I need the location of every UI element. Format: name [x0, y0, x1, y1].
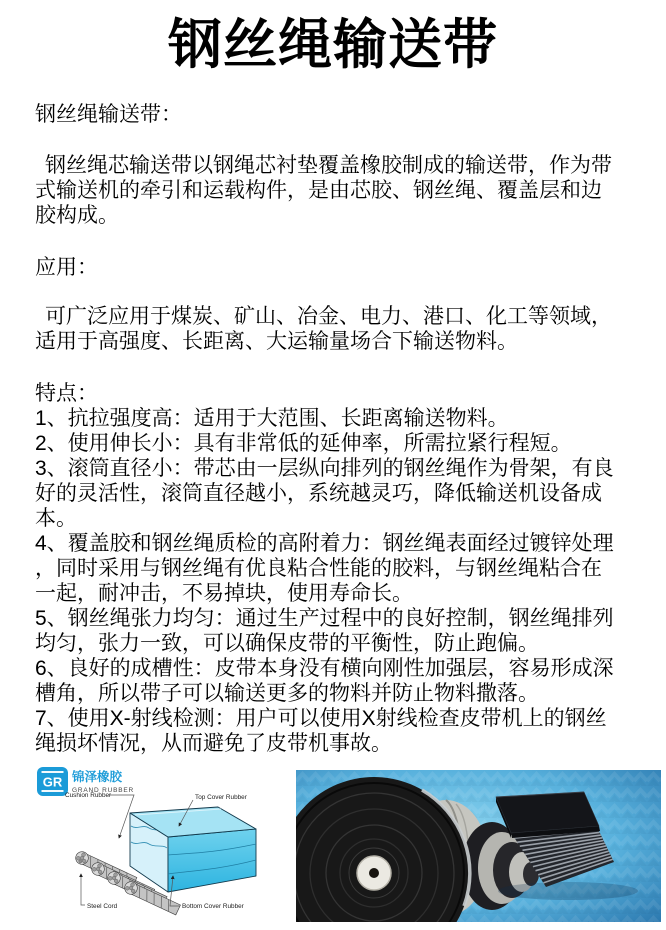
features-heading: 特点：: [35, 382, 98, 405]
feature-item-1: 1、抗拉强度高：适用于大范围、长距离输送物料。: [35, 407, 509, 430]
feature-item-2: 2、使用伸长小：具有非常低的延伸率，所需拉紧行程短。: [35, 432, 572, 455]
intro-paragraph: 钢丝绳芯输送带以钢绳芯衬垫覆盖橡胶制成的输送带，作为带式输送机的牵引和运载构件，是由芯胶、钢丝绳、覆盖层和边胶构成。: [35, 154, 612, 227]
feature-item-5: 5、钢丝绳张力均匀：通过生产过程中的良好控制，钢丝绳排列均匀，张力一致，可以确保皮带的平衡性，防止跑偏。: [35, 607, 614, 655]
logo-monogram: GR: [42, 774, 63, 790]
logo-name-cn: 锦泽橡胶: [72, 770, 123, 784]
feature-item-6: 6、良好的成槽性：皮带本身没有横向刚性加强层，容易形成深槽角，所以带子可以输送更多的物料并防止物料撒落。: [35, 657, 614, 705]
application-heading: 应用：: [35, 256, 98, 279]
steel-cord-label: Steel Cord: [87, 903, 118, 910]
logo-name-en: GRAND RUBBER: [72, 787, 134, 794]
top-cover-plate: [496, 792, 599, 833]
belt-block-illustration: [130, 807, 256, 892]
steel-cord-leader-line: [81, 874, 85, 905]
application-paragraph: 可广泛应用于煤炭、矿山、冶金、电力、港口、化工等领域，适用于高强度、长距离、大运输量场合下输送物料。: [35, 305, 612, 353]
conveyor-belt-photo: [296, 770, 661, 922]
feature-item-3: 3、滚筒直径小：带芯由一层纵向排列的钢丝绳作为骨架，有良好的灵活性，滚筒直径越小，系统越灵巧，降低输送机设备成本。: [35, 457, 614, 530]
feature-item-4: 4、覆盖胶和钢丝绳质检的高附着力：钢丝绳表面经过镀锌处理，同时采用与钢丝绳有优良粘合性能的胶料，与钢丝绳粘合在一起，耐冲击，不易掉块，使用寿命长。: [35, 532, 614, 605]
intro-heading: 钢丝绳输送带：: [35, 103, 182, 126]
feature-item-7: 7、使用X-射线检测：用户可以使用X射线检查皮带机上的钢丝绳损坏情况，从而避免了皮带机事故。: [35, 707, 607, 755]
page-title: 钢丝绳输送带: [168, 15, 498, 75]
figures-row: [35, 766, 666, 926]
belt-structure-diagram: [35, 766, 270, 926]
document-content: [0, 14, 620, 756]
top-cover-rubber-label: Top Cover Rubber: [195, 794, 247, 801]
bottom-cover-rubber-label: Bottom Cover Rubber: [182, 903, 244, 910]
cushion-rubber-label: Cushion Rubber: [65, 792, 112, 799]
